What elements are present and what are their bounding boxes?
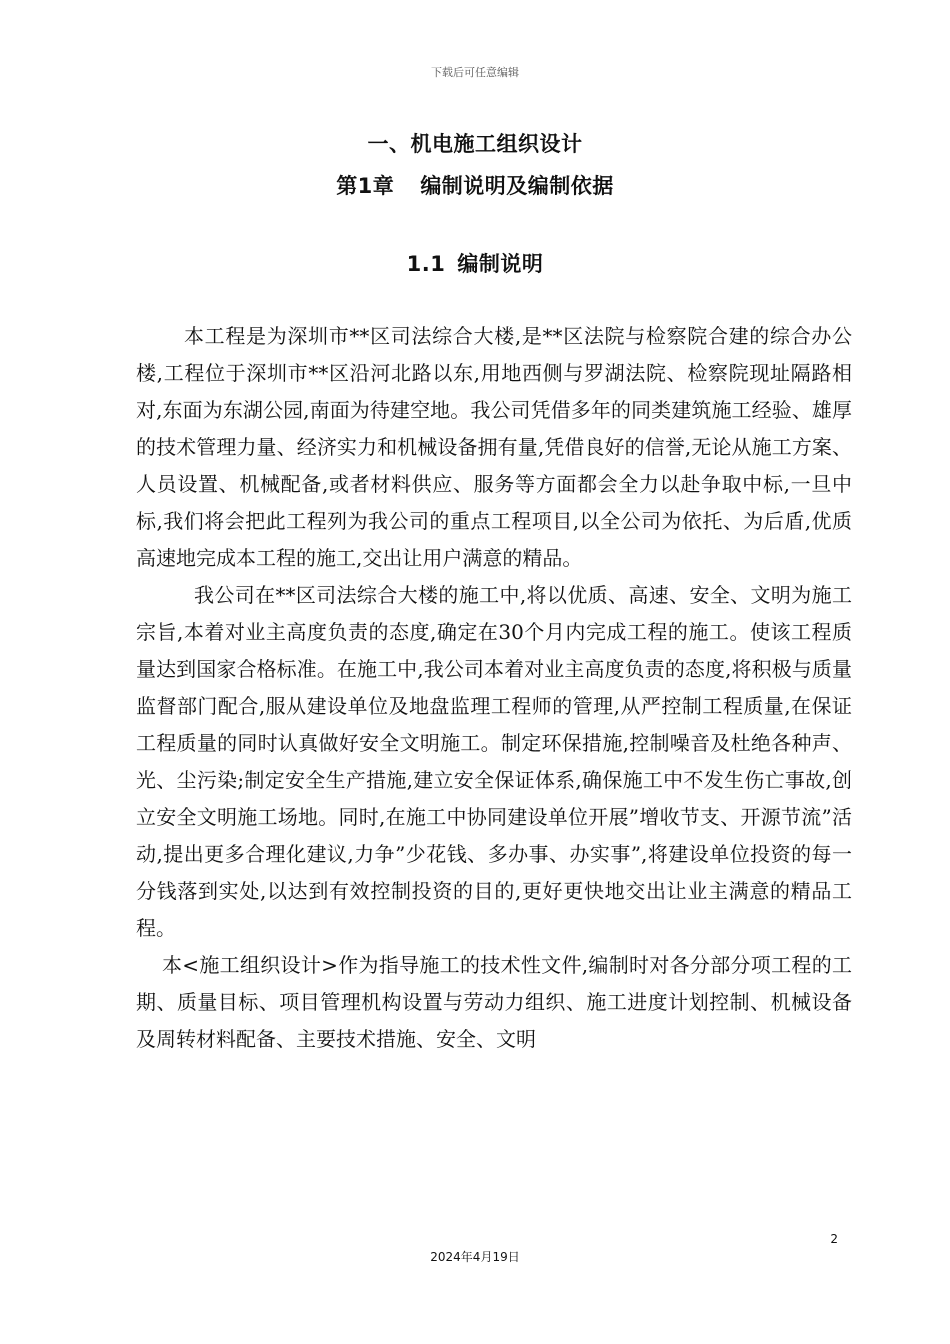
paragraph: 本工程是为深圳市**区司法综合大楼,是**区法院与检察院合建的综合办公楼,工程位于深圳市**区沿河北路以东,用地西侧与罗湖法院、检察院现址隔路相对,东面为东湖公园,南面为待建空地。我公司凭借多年的同类建筑施工经验、雄厚的技术管理力量、经济实力和机械设备拥有量,凭借良好的信誉,无论从施工方案、人员设置、机械配备,或者材料供应、服务等方面都会全力以赴争取中标,一旦中标,我们将会把此工程列为我公司的重点工程项目,以全公司为依托、为后盾,优质高速地完成本工程的施工,交出让用户满意的精品。	[136, 324, 852, 570]
section-number: 1.1	[406, 252, 446, 276]
body-text	[136, 318, 852, 1058]
page-number: 2	[830, 1232, 838, 1246]
paragraph: 本<施工组织设计>作为指导施工的技术性文件,编制时对各分部分项工程的工期、质量目标、项目管理机构设置与劳动力组织、施工进度计划控制、机械设备及周转材料配备、主要技术措施、安全、文明	[136, 953, 852, 1051]
chapter-title: 编制说明及编制依据	[420, 174, 614, 198]
chapter-number: 第1章	[336, 174, 395, 198]
paragraph: 我公司在**区司法综合大楼的施工中,将以优质、高速、安全、文明为施工宗旨,本着对业主高度负责的态度,确定在30个月内完成工程的施工。使该工程质量达到国家合格标准。在施工中,我公司本着对业主高度负责的态度,将积极与质量监督部门配合,服从建设单位及地盘监理工程师的管理,从严控制工程质量,在保证工程质量的同时认真做好安全文明施工。制定环保措施,控制噪音及杜绝各种声、光、尘污染;制定安全生产措施,建立安全保证体系,确保施工中不发生伤亡事故,创立安全文明施工场地。同时,在施工中协同建设单位开展”增收节支、开源节流”活动,提出更多合理化建议,力争”少花钱、多办事、办实事”,将建设单位投资的每一分钱落到实处,以达到有效控制投资的目的,更好更快地交出让业主满意的精品工程。	[136, 583, 852, 940]
footer-date: 2024年4月19日	[430, 1250, 520, 1264]
section-heading	[0, 248, 950, 278]
header-note: 下载后可任意编辑	[431, 66, 519, 79]
section-title: 编制说明	[457, 252, 544, 276]
chapter-heading	[0, 170, 950, 200]
document-title: 一、机电施工组织设计	[367, 132, 583, 156]
